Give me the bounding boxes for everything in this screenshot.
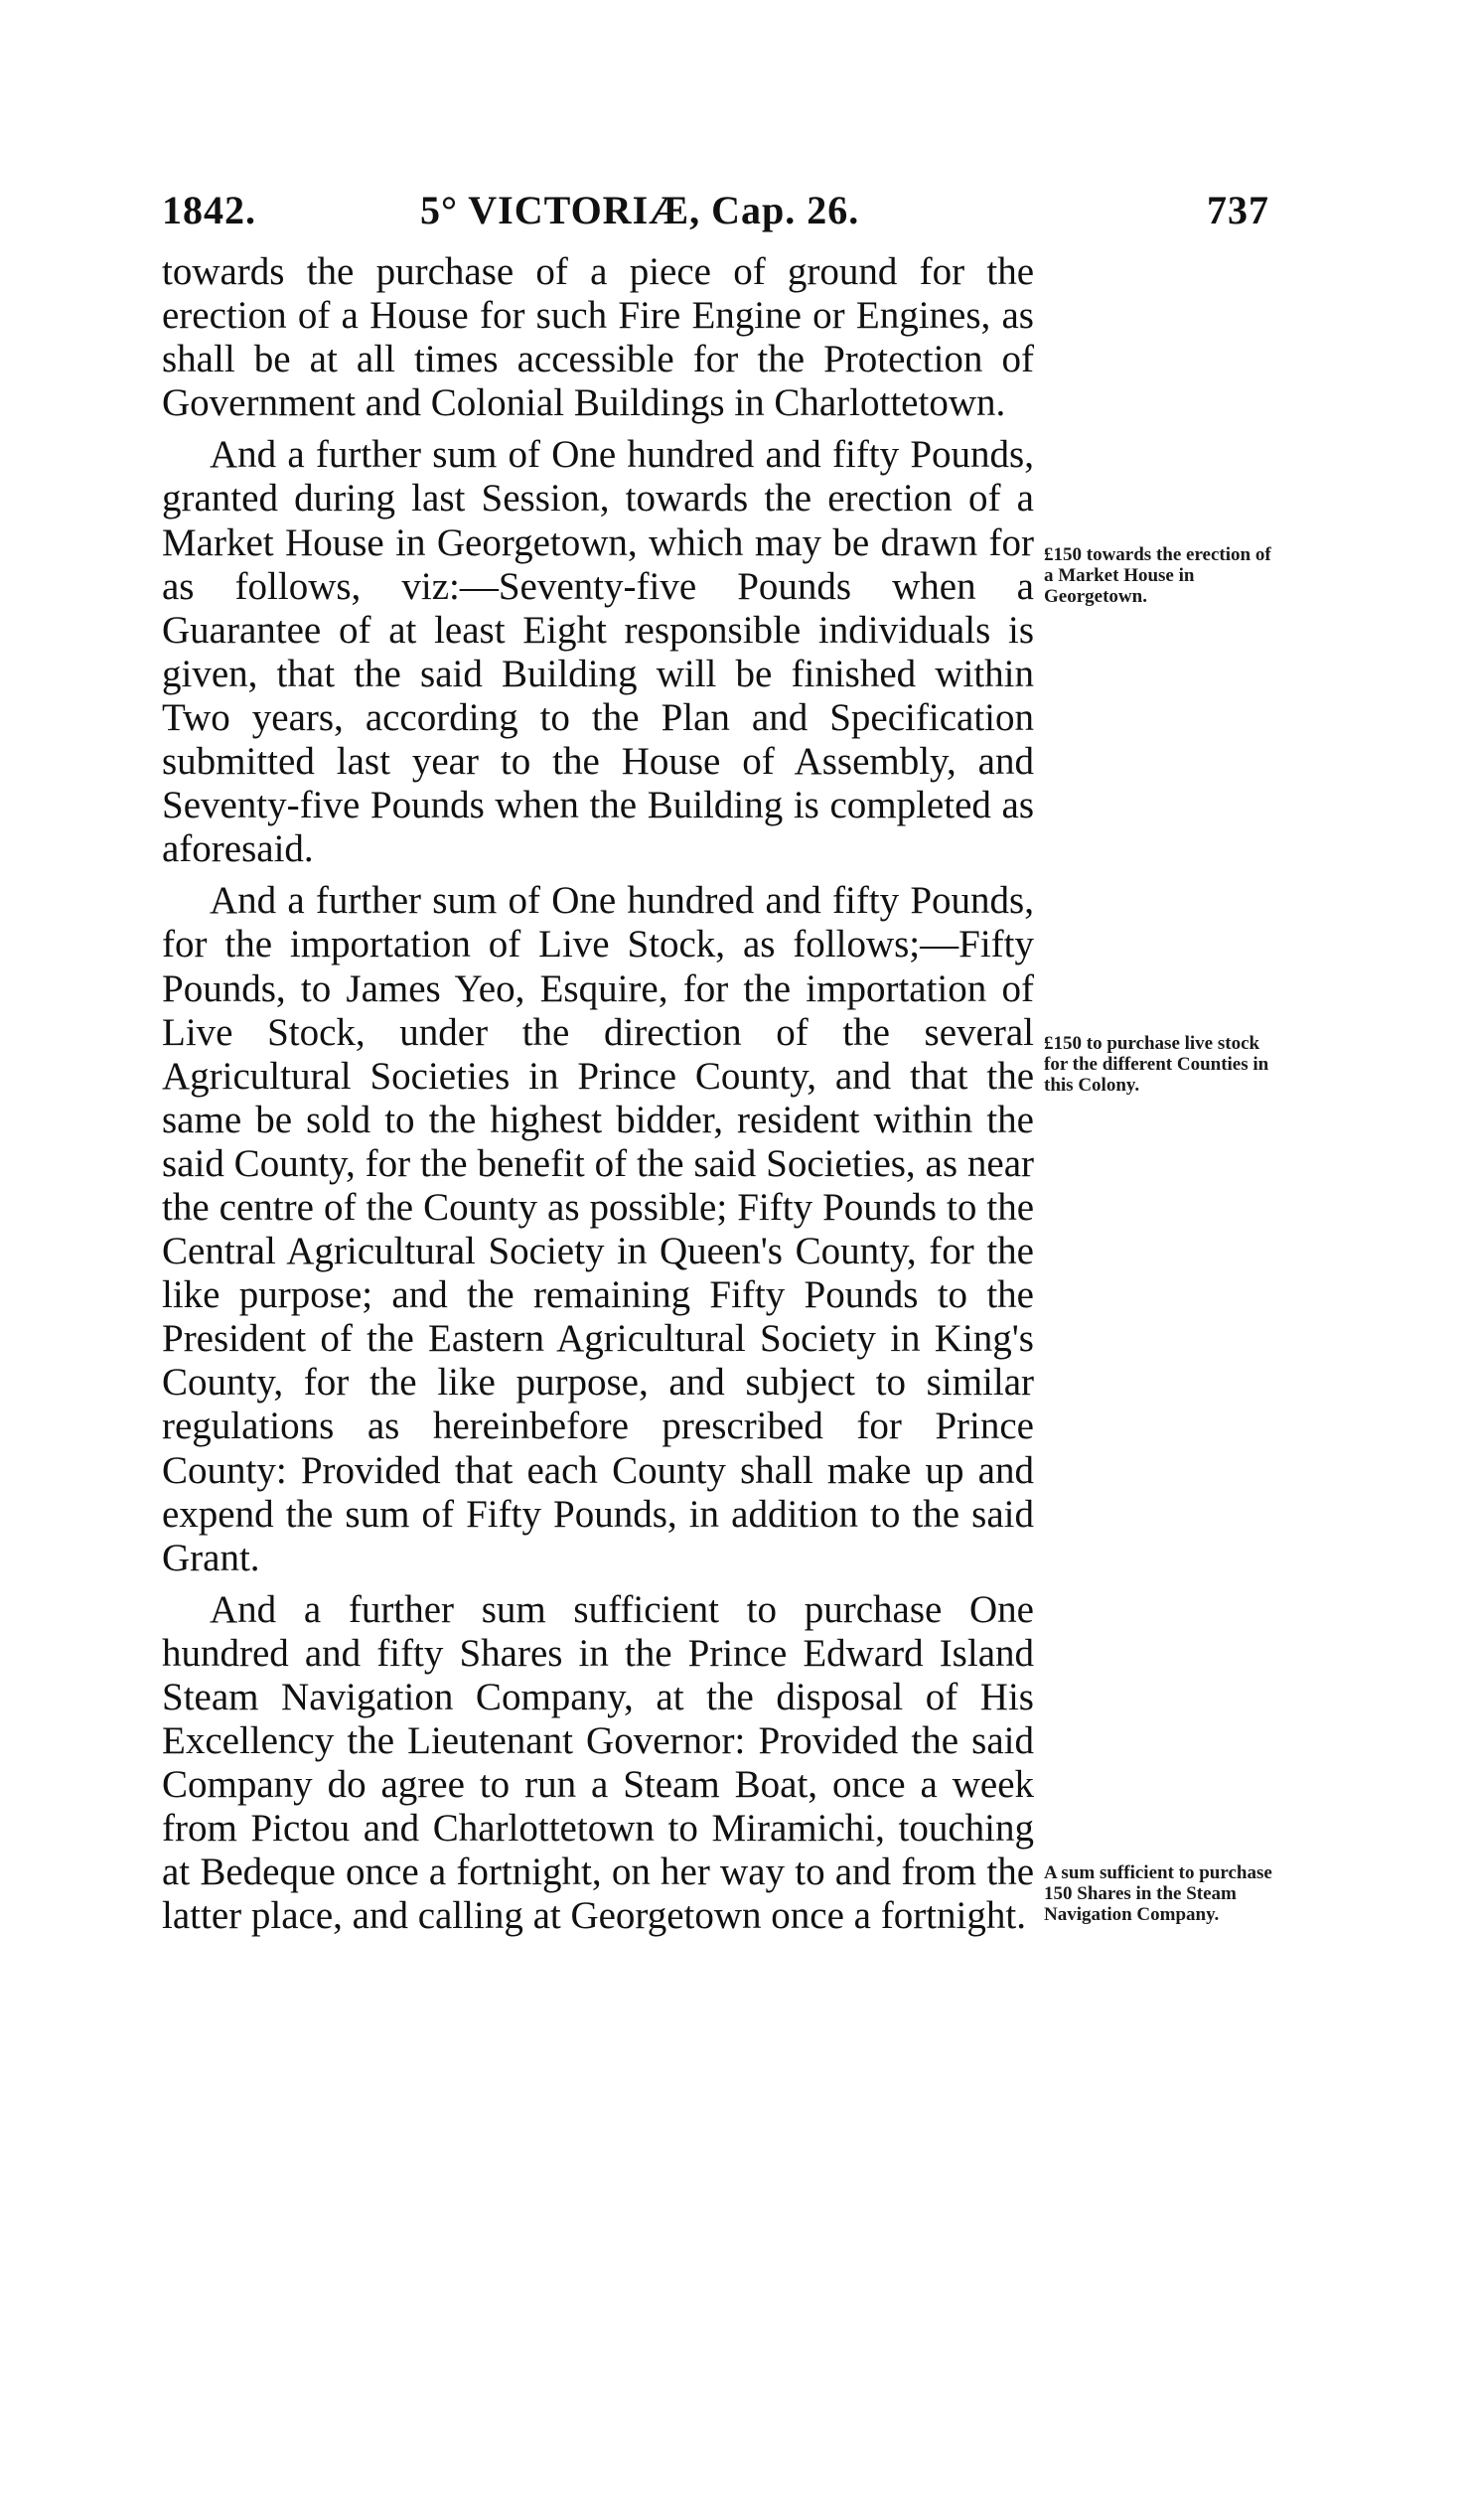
header-title: 5° VICTORIÆ, Cap. 26.	[420, 188, 860, 232]
body-text	[162, 250, 1034, 1939]
paragraph-live-stock: And a further sum of One hundred and fifty Pounds, for the importation of Live Stock, as follows;—Fifty Pounds, to James Yeo, Esquire, for the importation of Live Stock, under the direction of the several Agricultural Societies in Prince County, and that the same be sold to the highest bidder, resident within the said County, for the benefit of the said Societies, as near the centre of the County as possible; Fifty Pounds to the Central Agricultural Society in Queen's County, for the like purpose; and the remaining Fifty Pounds to the President of the Eastern Agricultural Society in King's County, for the like purpose, and subject to similar regulations as hereinbefore prescribed for Prince County: Provided that each County shall make up and expend the sum of Fifty Pounds, in addition to the said Grant.	[162, 879, 1034, 1579]
page-number: 737	[1207, 188, 1269, 232]
margin-note-live-stock: £150 to purchase live stock for the different Counties in this Colony.	[1044, 1033, 1269, 1096]
paragraph-fire-engine-house: towards the purchase of a piece of ground for the erection of a House for such Fire Engine or Engines, as shall be at all times accessible for the Protection of Government and Colonial Buildings in Charlottetown.	[162, 250, 1034, 425]
paragraph-steam-navigation: And a further sum sufficient to purchase One hundred and fifty Shares in the Prince Edward Island Steam Navigation Company, at the disposal of His Excellency the Lieutenant Governor: Provided the said Company do agree to run a Steam Boat, once a week from Pictou and Charlottetown to Miramichi, touching at Bedeque once a fortnight, on her way to and from the latter place, and calling at Georgetown once a fortnight.	[162, 1587, 1034, 1938]
margin-note-steam-shares: A sum sufficient to purchase 150 Shares in the Steam Navigation Company.	[1044, 1862, 1272, 1925]
paragraph-market-house: And a further sum of One hundred and fifty Pounds, granted during last Session, towards the erection of a Market House in Georgetown, which may be drawn for as follows, viz:—Seventy-five Pounds when a Guarantee of at least Eight responsible individuals is given, that the said Building will be finished within Two years, according to the Plan and Specification submitted last year to the House of Assembly, and Seventy-five Pounds when the Building is completed as aforesaid.	[162, 433, 1034, 871]
page-header	[162, 187, 1269, 246]
margin-note-market-house: £150 towards the erection of a Market House in Georgetown.	[1044, 544, 1271, 607]
header-year: 1842.	[162, 188, 256, 232]
